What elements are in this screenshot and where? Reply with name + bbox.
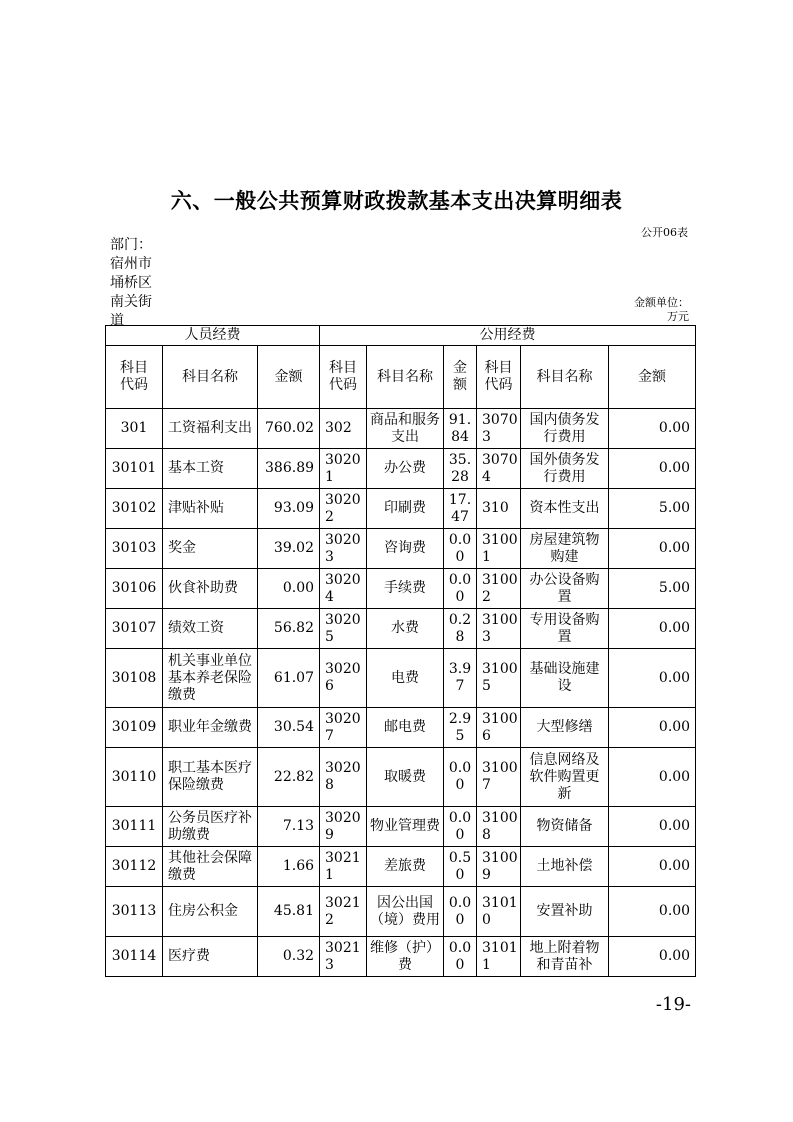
public-amount-cell: 0.00 [609,847,696,887]
personnel-amount-cell: 1.66 [258,847,320,887]
public-amount-cell: 5.00 [609,569,696,609]
public-amount-cell: 0.00 [444,529,477,569]
personnel-code-cell: 30107 [106,609,163,649]
public-code-cell: 30203 [320,529,367,569]
group-personnel: 人员经费 [106,326,320,346]
header-amount: 金 额 [444,346,477,409]
public-name-cell: 土地补偿 [521,847,609,887]
public-code-cell: 30209 [320,807,367,847]
public-code-cell: 30202 [320,489,367,529]
table-row [106,569,696,609]
public-name-cell: 物资储备 [521,807,609,847]
public-name-cell: 办公设备购置 [521,569,609,609]
personnel-code-cell: 30102 [106,489,163,529]
personnel-name-cell: 基本工资 [163,449,258,489]
public-code-cell: 31005 [477,649,521,708]
public-name-cell: 物业管理费 [367,807,444,847]
expenditure-table [105,325,696,977]
public-code-cell: 30211 [320,847,367,887]
personnel-name-cell: 津贴补贴 [163,489,258,529]
table-row [106,748,696,807]
personnel-name-cell: 公务员医疗补助缴费 [163,807,258,847]
public-name-cell: 手续费 [367,569,444,609]
personnel-name-cell: 奖金 [163,529,258,569]
public-code-cell: 31006 [477,708,521,748]
public-amount-cell: 0.00 [444,569,477,609]
personnel-code-cell: 30111 [106,807,163,847]
amount-unit-label: 金额单位： 万元 [634,296,689,323]
personnel-amount-cell: 22.82 [258,748,320,807]
public-name-cell: 差旅费 [367,847,444,887]
personnel-name-cell: 伙食补助费 [163,569,258,609]
public-code-cell: 30212 [320,887,367,937]
table-row [106,449,696,489]
public-name-cell: 国内债务发行费用 [521,409,609,449]
public-name-cell: 商品和服务支出 [367,409,444,449]
public-name-cell: 地上附着物和青苗补 [521,937,609,977]
table-row [106,708,696,748]
public-code-cell: 31009 [477,847,521,887]
personnel-amount-cell: 93.09 [258,489,320,529]
public-amount-cell: 0.00 [609,449,696,489]
public-amount-cell: 0.00 [609,937,696,977]
table-row [106,409,696,449]
public-code-cell: 30703 [477,409,521,449]
personnel-name-cell: 职工基本医疗保险缴费 [163,748,258,807]
public-name-cell: 水费 [367,609,444,649]
personnel-code-cell: 30101 [106,449,163,489]
header-code: 科目 代码 [477,346,521,409]
page-title: 六、一般公共预算财政拨款基本支出决算明细表 [170,189,623,213]
personnel-code-cell: 30114 [106,937,163,977]
personnel-name-cell: 绩效工资 [163,609,258,649]
personnel-name-cell: 机关事业单位基本养老保险缴费 [163,649,258,708]
personnel-amount-cell: 56.82 [258,609,320,649]
personnel-amount-cell: 61.07 [258,649,320,708]
group-public: 公用经费 [320,326,696,346]
public-code-cell: 302 [320,409,367,449]
public-name-cell: 信息网络及软件购置更新 [521,748,609,807]
personnel-code-cell: 30106 [106,569,163,609]
header-name: 科目名称 [367,346,444,409]
public-amount-cell: 0.00 [444,937,477,977]
header-amount: 金额 [609,346,696,409]
personnel-amount-cell: 7.13 [258,807,320,847]
public-amount-cell: 0.00 [609,609,696,649]
table-row [106,609,696,649]
public-name-cell: 因公出国（境）费用 [367,887,444,937]
personnel-amount-cell: 45.81 [258,887,320,937]
public-name-cell: 大型修缮 [521,708,609,748]
public-amount-cell: 0.00 [444,748,477,807]
public-code-cell: 30213 [320,937,367,977]
header-name: 科目名称 [521,346,609,409]
personnel-name-cell: 住房公积金 [163,887,258,937]
personnel-amount-cell: 760.02 [258,409,320,449]
public-amount-cell: 0.50 [444,847,477,887]
public-amount-cell: 0.00 [609,649,696,708]
public-amount-cell: 0.00 [444,807,477,847]
public-name-cell: 印刷费 [367,489,444,529]
personnel-code-cell: 301 [106,409,163,449]
public-code-cell: 31011 [477,937,521,977]
public-name-cell: 专用设备购置 [521,609,609,649]
table-row [106,489,696,529]
public-name-cell: 办公费 [367,449,444,489]
public-name-cell: 国外债务发行费用 [521,449,609,489]
page-number: -19- [655,994,691,1015]
public-name-cell: 基础设施建设 [521,649,609,708]
public-code-cell: 31001 [477,529,521,569]
personnel-amount-cell: 0.00 [258,569,320,609]
personnel-amount-cell: 386.89 [258,449,320,489]
personnel-name-cell: 医疗费 [163,937,258,977]
public-amount-cell: 0.00 [609,529,696,569]
public-name-cell: 房屋建筑物购建 [521,529,609,569]
public-amount-cell: 91.84 [444,409,477,449]
personnel-name-cell: 职业年金缴费 [163,708,258,748]
personnel-amount-cell: 30.54 [258,708,320,748]
public-amount-cell: 0.00 [609,748,696,807]
header-amount: 金额 [258,346,320,409]
public-amount-cell: 0.00 [609,807,696,847]
public-code-cell: 310 [477,489,521,529]
header-code: 科目 代码 [106,346,163,409]
public-amount-cell: 17.47 [444,489,477,529]
personnel-code-cell: 30103 [106,529,163,569]
public-code-cell: 31003 [477,609,521,649]
public-name-cell: 邮电费 [367,708,444,748]
personnel-code-cell: 30113 [106,887,163,937]
public-amount-cell: 0.28 [444,609,477,649]
public-code-cell: 31010 [477,887,521,937]
public-name-cell: 维修（护）费 [367,937,444,977]
public-name-cell: 取暖费 [367,748,444,807]
personnel-code-cell: 30108 [106,649,163,708]
public-code-cell: 30205 [320,609,367,649]
public-amount-cell: 5.00 [609,489,696,529]
public-code-cell: 31002 [477,569,521,609]
personnel-code-cell: 30109 [106,708,163,748]
public-name-cell: 资本性支出 [521,489,609,529]
table-row [106,887,696,937]
form-number: 公开06表 [641,226,688,239]
header-name: 科目名称 [163,346,258,409]
public-name-cell: 电费 [367,649,444,708]
public-amount-cell: 0.00 [609,887,696,937]
table-row [106,847,696,887]
personnel-name-cell: 工资福利支出 [163,409,258,449]
public-name-cell: 安置补助 [521,887,609,937]
table-row [106,649,696,708]
public-code-cell: 30204 [320,569,367,609]
public-code-cell: 30206 [320,649,367,708]
personnel-amount-cell: 0.32 [258,937,320,977]
table-row [106,807,696,847]
public-code-cell: 30207 [320,708,367,748]
public-code-cell: 30201 [320,449,367,489]
personnel-code-cell: 30110 [106,748,163,807]
personnel-name-cell: 其他社会保障缴费 [163,847,258,887]
public-amount-cell: 35.28 [444,449,477,489]
group-header-row [106,326,696,346]
header-code: 科目 代码 [320,346,367,409]
table-row [106,529,696,569]
public-name-cell: 咨询费 [367,529,444,569]
public-amount-cell: 2.95 [444,708,477,748]
public-code-cell: 31007 [477,748,521,807]
public-code-cell: 30208 [320,748,367,807]
public-amount-cell: 0.00 [609,409,696,449]
column-header-row [106,346,696,409]
public-code-cell: 30704 [477,449,521,489]
public-code-cell: 31008 [477,807,521,847]
table-row [106,937,696,977]
public-amount-cell: 0.00 [609,708,696,748]
public-amount-cell: 3.97 [444,649,477,708]
personnel-amount-cell: 39.02 [258,529,320,569]
personnel-code-cell: 30112 [106,847,163,887]
public-amount-cell: 0.00 [444,887,477,937]
department-label: 部门： 宿州市 埇桥区 南关街 道 [110,237,152,329]
